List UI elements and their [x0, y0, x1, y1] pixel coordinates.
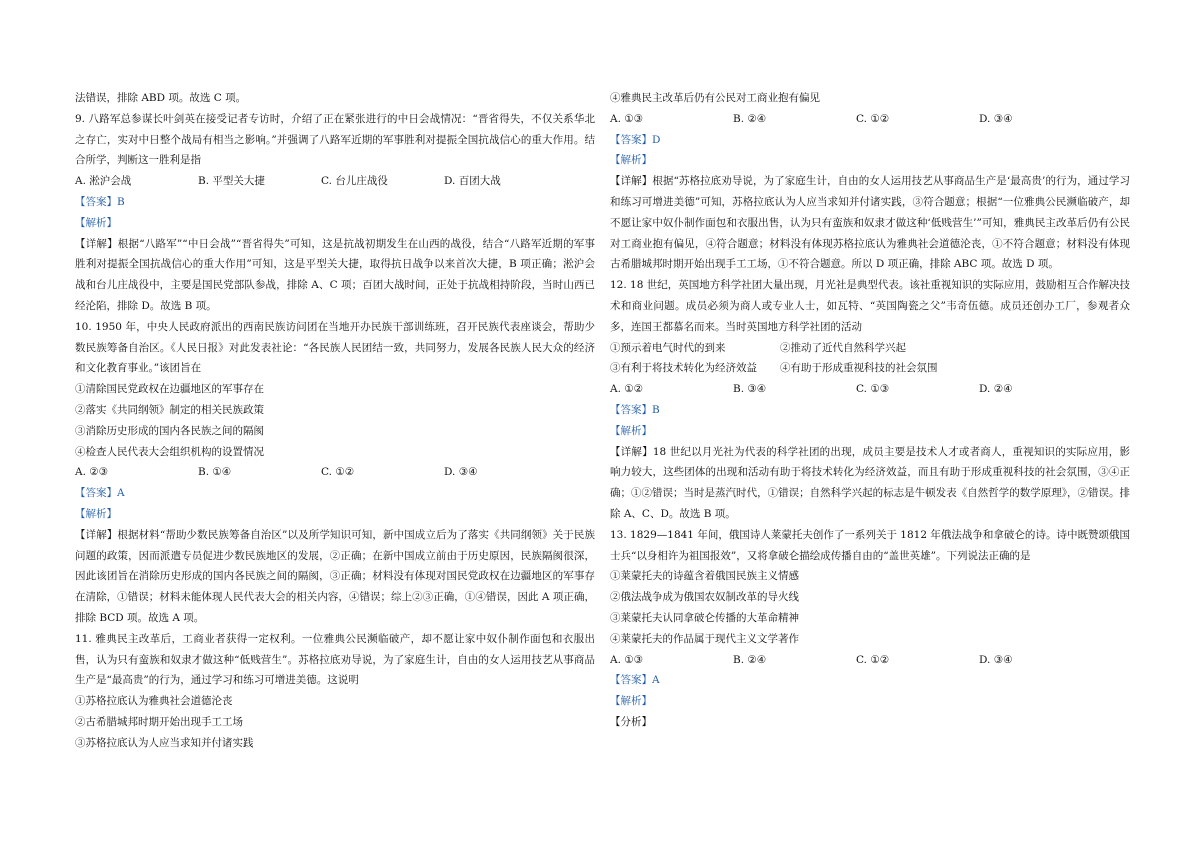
- q9-options: [75, 171, 595, 192]
- q12-items-row-2: [610, 358, 1130, 379]
- q13-item-1: ①莱蒙托夫的诗蕴含着俄国民族主义情感: [610, 570, 799, 583]
- q12-answer: 【答案】B: [610, 403, 660, 416]
- q10-item-4: ④检查人民代表大会组织机构的设置情况: [75, 445, 264, 458]
- q12-item-1: ①预示着电气时代的到来: [610, 341, 726, 354]
- option-a: A. 淞沪会战: [75, 175, 132, 188]
- question-12: 12. 18 世纪，英国地方科学社团大量出现，月光社是典型代表。该社重视知识的实际应用，鼓励相互合作解决技术和商业问题。成员必须为商人或专业人士，如瓦特、“英国陶瓷之父”韦奇伍德。成员还创办工厂，参观者众多，连国王都慕名而来。当时英国地方科学社团的活动: [610, 279, 1130, 333]
- intro-line: 法错误，排除 ABD 项。故选 C 项。: [75, 92, 247, 104]
- question-10: 10. 1950 年，中央人民政府派出的西南民族访问团在当地开办民族干部训练班，召开民族代表座谈会，帮助少数民族筹备自治区。《人民日报》对此发表社论：“各民族人民团结一致，共同努力，发展各民族人民大众的经济和文化教育事业。”该团旨在: [75, 320, 595, 375]
- option-a: A. ①③: [610, 653, 644, 666]
- q13-answer: 【答案】A: [610, 674, 660, 687]
- q9-analysis-label: 【解析】: [75, 216, 117, 229]
- option-b: B. ①④: [198, 466, 232, 479]
- option-b: B. ②④: [733, 653, 767, 666]
- q10-item-3: ③消除历史形成的国内各民族之间的隔阂: [75, 424, 264, 437]
- option-c: C. ①②: [856, 653, 890, 666]
- option-a: A. ②③: [75, 466, 109, 479]
- q13-item-2: ②俄法战争成为俄国农奴制改革的导火线: [610, 591, 799, 604]
- option-b: B. ③④: [733, 383, 767, 396]
- option-d: D. ③④: [444, 466, 478, 479]
- q10-analysis-label: 【解析】: [75, 507, 117, 520]
- option-a: A. ①②: [610, 383, 644, 396]
- q10-item-1: ①清除国民党政权在边疆地区的军事存在: [75, 383, 264, 396]
- question-9: 9. 八路军总参谋长叶剑英在接受记者专访时，介绍了正在紧张进行的中日会战情况：“晋省得失，不仅关系华北之存亡，实对中日整个战局有相当之影响。”并强调了八路军近期的军事胜利对提振全国抗战信心的重大作用。结合所学，判断这一胜利是指: [75, 112, 595, 167]
- option-d: D. ③④: [979, 112, 1013, 125]
- option-c: C. ①③: [856, 383, 890, 396]
- option-d: D. 百团大战: [444, 175, 501, 188]
- q10-answer: 【答案】A: [75, 487, 125, 500]
- option-d: D. ③④: [979, 653, 1013, 666]
- q12-item-3: ③有利于将技术转化为经济效益: [610, 362, 757, 375]
- option-b: B. 平型关大捷: [198, 175, 265, 188]
- q13-analysis-label: 【解析】: [610, 695, 652, 708]
- right-column: [610, 88, 1130, 733]
- q10-detail: 【详解】根据材料“帮助少数民族筹备自治区”以及所学知识可知，新中国成立后为了落实《共同纲领》关于民族问题的政策，因而派遣专员促进少数民族地区的发展，②正确；在新中国成立前由于历史原因，民族隔阂很深，因此该团旨在消除历史形成的国内各民族之间的隔阂，③正确；材料没有体现对国民党政权在边疆地区的军事存在清除，①错误；材料未能体现人民代表大会的相关内容，④错误；综上②③正确，①④错误，因此 A 项正确，排除 BCD 项。故选 A 项。: [75, 528, 595, 624]
- q12-options: [610, 379, 1130, 400]
- q11-item-1: ①苏格拉底认为雅典社会道德沦丧: [75, 695, 233, 708]
- q13-item-4: ④莱蒙托夫的作品属于现代主义文学著作: [610, 632, 799, 645]
- q11-detail: 【详解】根据“苏格拉底劝导说，为了家庭生计，自由的女人运用技艺从事商品生产是‘最高贵’的行为，通过学习和练习可增进美德”可知，苏格拉底认为人应当求知并付诸实践，③符合题意；根据“一位雅典公民濒临破产，却不愿让家中奴仆制作面包和衣服出售，认为只有蛮族和奴隶才做这种‘低贱营生’”可知，雅典民主改革后仍有公民对工商业抱有偏见，④符合题意；材料没有体现苏格拉底认为雅典社会道德沦丧，①不符合题意；材料没有体现古希腊城邦时期开始出现手工工场，①不符合题意。所以 D 项正确，排除 ABC 项。故选 D 项。: [610, 175, 1130, 271]
- option-c: C. ①②: [321, 466, 355, 479]
- left-column: [75, 88, 595, 754]
- q9-detail: 【详解】根据“八路军”“中日会战”“晋省得失”可知，这是抗战初期发生在山西的战役，结合“八路军近期的军事胜利对提振全国抗战信心的重大作用”可知，这是平型关大捷，取得抗日战争以来首次大捷，B 项正确；淞沪会战和台儿庄战役中，主要是国民党部队参战，排除 A、C 项；百团大战时间，正处于抗战相持阶段，当时山西已经沦陷，排除 D。故选 B 项。: [75, 237, 595, 312]
- option-d: D. ②④: [979, 383, 1013, 396]
- q13-options: [610, 650, 1130, 671]
- q11-item-2: ②古希腊城邦时期开始出现手工工场: [75, 715, 243, 728]
- q12-analysis-label: 【解析】: [610, 424, 652, 437]
- question-13: 13. 1829—1841 年间，俄国诗人莱蒙托夫创作了一系列关于 1812 年俄法战争和拿破仑的诗。诗中既赞颂俄国士兵“以身相许为祖国报效”，又将拿破仑描绘成传播自由的“盖世英雄”。下列说法正确的是: [610, 528, 1130, 562]
- q12-items-row-1: [610, 338, 1130, 359]
- q13-item-3: ③莱蒙托夫认同拿破仑传播的大革命精神: [610, 611, 799, 624]
- q10-item-2: ②落实《共同纲领》制定的相关民族政策: [75, 403, 264, 416]
- q12-item-2: ②推动了近代自然科学兴起: [780, 341, 906, 354]
- question-11: 11. 雅典民主改革后，工商业者获得一定权利。一位雅典公民濒临破产，却不愿让家中奴仆制作面包和衣服出售，认为只有蛮族和奴隶才做这种“低贱营生”。苏格拉底劝导说，为了家庭生计，自由的女人运用技艺从事商品生产是“最高贵”的行为，通过学习和练习可增进美德。这说明: [75, 632, 595, 687]
- q12-detail: 【详解】18 世纪以月光社为代表的科学社团的出现，成员主要是技术人才或者商人，重视知识的实际应用，影响力较大，这些团体的出现和活动有助于将技术转化为经济效益，而且有助于形成重视科技的社会氛围，③④正确；①②错误；当时是蒸汽时代，①错误；自然科学兴起的标志是牛顿发表《自然哲学的数学原理》，②错误。排除 A、C、D。故选 B 项。: [610, 445, 1130, 520]
- q11-item-3: ③苏格拉底认为人应当求知并付诸实践: [75, 736, 254, 749]
- option-c: C. 台儿庄战役: [321, 175, 388, 188]
- option-b: B. ②④: [733, 112, 767, 125]
- q11-options: [610, 109, 1130, 130]
- q11-item-4: ④雅典民主改革后仍有公民对工商业抱有偏见: [610, 92, 820, 104]
- q10-options: [75, 462, 595, 483]
- q11-analysis-label: 【解析】: [610, 154, 652, 167]
- q13-fenxi-label: 【分析】: [610, 715, 652, 728]
- option-a: A. ①③: [610, 112, 644, 125]
- option-c: C. ①②: [856, 112, 890, 125]
- q11-answer: 【答案】D: [610, 133, 661, 146]
- q12-item-4: ④有助于形成重视科技的社会氛围: [780, 362, 938, 375]
- q9-answer: 【答案】B: [75, 195, 125, 208]
